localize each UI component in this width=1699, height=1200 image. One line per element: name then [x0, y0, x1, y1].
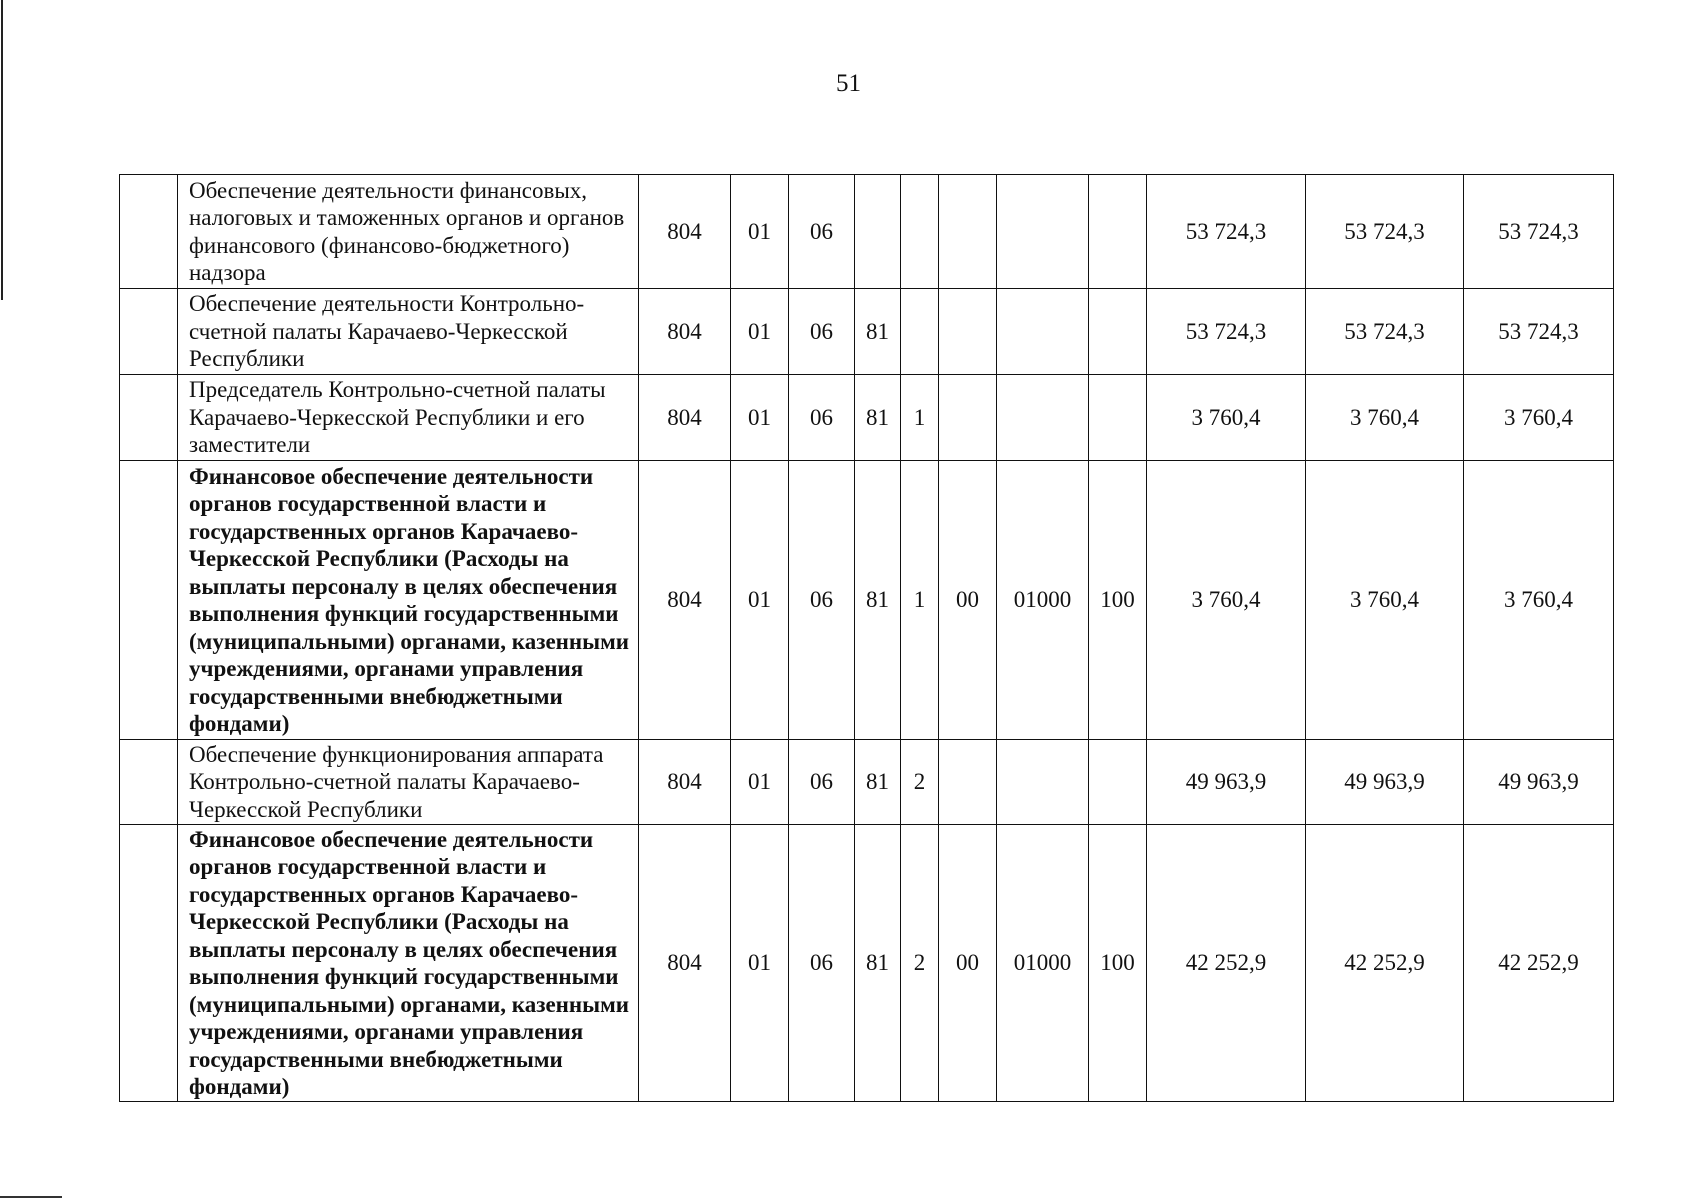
- row-number-cell: [120, 375, 178, 461]
- subsection-code-cell: 06: [789, 461, 855, 740]
- table-row: [120, 461, 1614, 740]
- expense-type-cell: [1089, 740, 1147, 825]
- subprogram-code-cell: [901, 175, 939, 289]
- expense-code-cell: [997, 740, 1089, 825]
- row-description: Финансовое обеспечение деятельности органов государственной власти и государственных органов Карачаево-Черкесской Республики (Расходы на выплаты персоналу в целях обеспечения выполнения функций государственными (муниципальными) органами, казенными учреждениями, органами управления государственными внебюджетными фондами): [178, 825, 639, 1102]
- amount-3-cell: 42 252,9: [1464, 825, 1614, 1102]
- subsection-code-cell: 06: [789, 825, 855, 1102]
- subsection-code-cell: 06: [789, 375, 855, 461]
- subprogram-code-cell: [901, 289, 939, 375]
- direction-code-cell: [939, 175, 997, 289]
- amount-1-cell: 49 963,9: [1147, 740, 1306, 825]
- section-code-cell: 01: [731, 175, 789, 289]
- amount-1-cell: 3 760,4: [1147, 375, 1306, 461]
- subprogram-code-cell: 1: [901, 375, 939, 461]
- row-number-cell: [120, 175, 178, 289]
- expense-code-cell: [997, 375, 1089, 461]
- ministry-code-cell: 804: [639, 825, 731, 1102]
- expense-code-cell: [997, 175, 1089, 289]
- ministry-code-cell: 804: [639, 740, 731, 825]
- amount-2-cell: 3 760,4: [1306, 461, 1464, 740]
- budget-table: [119, 174, 1614, 1102]
- amount-3-cell: 3 760,4: [1464, 461, 1614, 740]
- program-code-cell: 81: [855, 375, 901, 461]
- amount-2-cell: 42 252,9: [1306, 825, 1464, 1102]
- expense-type-cell: [1089, 289, 1147, 375]
- amount-2-cell: 3 760,4: [1306, 375, 1464, 461]
- expense-type-cell: 100: [1089, 825, 1147, 1102]
- amount-2-cell: 53 724,3: [1306, 289, 1464, 375]
- row-number-cell: [120, 740, 178, 825]
- ministry-code-cell: 804: [639, 461, 731, 740]
- table-row: [120, 175, 1614, 289]
- expense-type-cell: [1089, 175, 1147, 289]
- expense-type-cell: [1089, 375, 1147, 461]
- program-code-cell: [855, 175, 901, 289]
- direction-code-cell: 00: [939, 825, 997, 1102]
- ministry-code-cell: 804: [639, 175, 731, 289]
- section-code-cell: 01: [731, 825, 789, 1102]
- expense-code-cell: 01000: [997, 461, 1089, 740]
- section-code-cell: 01: [731, 461, 789, 740]
- amount-1-cell: 53 724,3: [1147, 175, 1306, 289]
- section-code-cell: 01: [731, 740, 789, 825]
- amount-3-cell: 3 760,4: [1464, 375, 1614, 461]
- expense-code-cell: 01000: [997, 825, 1089, 1102]
- table-row: [120, 289, 1614, 375]
- row-description: Обеспечение деятельности Контрольно-счетной палаты Карачаево-Черкесской Республики: [178, 289, 639, 375]
- row-number-cell: [120, 825, 178, 1102]
- subsection-code-cell: 06: [789, 175, 855, 289]
- amount-3-cell: 49 963,9: [1464, 740, 1614, 825]
- row-number-cell: [120, 289, 178, 375]
- expense-code-cell: [997, 289, 1089, 375]
- program-code-cell: 81: [855, 740, 901, 825]
- amount-3-cell: 53 724,3: [1464, 289, 1614, 375]
- direction-code-cell: [939, 740, 997, 825]
- program-code-cell: 81: [855, 825, 901, 1102]
- scan-edge-bottom: [0, 1196, 62, 1198]
- subprogram-code-cell: 2: [901, 825, 939, 1102]
- direction-code-cell: [939, 289, 997, 375]
- amount-2-cell: 49 963,9: [1306, 740, 1464, 825]
- row-description: Председатель Контрольно-счетной палаты Карачаево-Черкесской Республики и его заместители: [178, 375, 639, 461]
- program-code-cell: 81: [855, 289, 901, 375]
- direction-code-cell: [939, 375, 997, 461]
- amount-1-cell: 42 252,9: [1147, 825, 1306, 1102]
- ministry-code-cell: 804: [639, 289, 731, 375]
- table-row: [120, 825, 1614, 1102]
- row-description: Обеспечение функционирования аппарата Контрольно-счетной палаты Карачаево-Черкесской Республики: [178, 740, 639, 825]
- amount-3-cell: 53 724,3: [1464, 175, 1614, 289]
- section-code-cell: 01: [731, 289, 789, 375]
- amount-1-cell: 53 724,3: [1147, 289, 1306, 375]
- expense-type-cell: 100: [1089, 461, 1147, 740]
- direction-code-cell: 00: [939, 461, 997, 740]
- scan-edge-left: [1, 0, 3, 300]
- subsection-code-cell: 06: [789, 289, 855, 375]
- subprogram-code-cell: 2: [901, 740, 939, 825]
- page-number: 51: [836, 70, 861, 97]
- table-row: [120, 375, 1614, 461]
- row-description: Финансовое обеспечение деятельности органов государственной власти и государственных органов Карачаево-Черкесской Республики (Расходы на выплаты персоналу в целях обеспечения выполнения функций государственными (муниципальными) органами, казенными учреждениями, органами управления государственными внебюджетными фондами): [178, 461, 639, 740]
- ministry-code-cell: 804: [639, 375, 731, 461]
- subprogram-code-cell: 1: [901, 461, 939, 740]
- row-number-cell: [120, 461, 178, 740]
- program-code-cell: 81: [855, 461, 901, 740]
- table-row: [120, 740, 1614, 825]
- amount-2-cell: 53 724,3: [1306, 175, 1464, 289]
- subsection-code-cell: 06: [789, 740, 855, 825]
- row-description: Обеспечение деятельности финансовых, налоговых и таможенных органов и органов финансового (финансово-бюджетного) надзора: [178, 175, 639, 289]
- amount-1-cell: 3 760,4: [1147, 461, 1306, 740]
- section-code-cell: 01: [731, 375, 789, 461]
